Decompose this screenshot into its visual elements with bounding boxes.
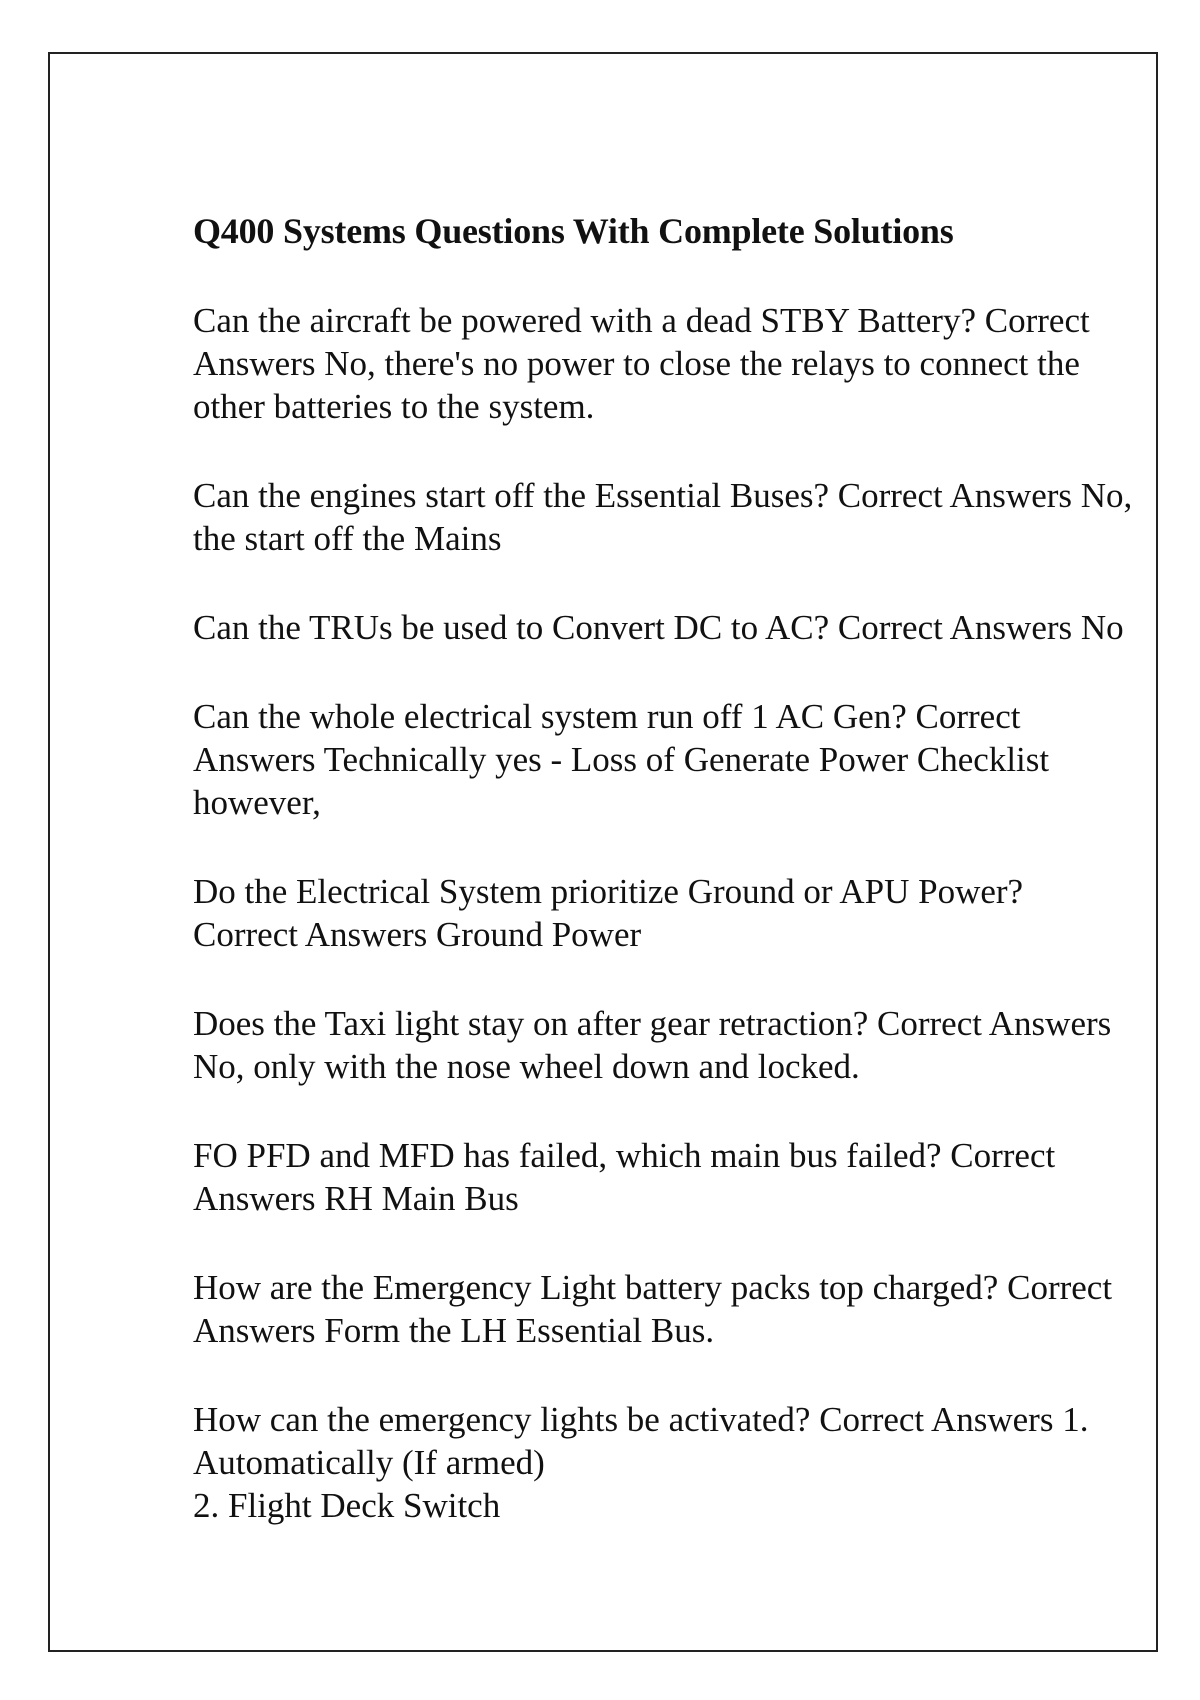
qa-item (193, 606, 1133, 649)
answer-label: Correct Answers (837, 608, 1073, 647)
answer-label: Correct Answers (819, 1400, 1054, 1439)
qa-item (193, 1266, 1133, 1352)
question-text: Can the TRUs be used to Convert DC to AC? (193, 608, 830, 647)
qa-item (193, 1134, 1133, 1220)
answer-text: Ground Power (436, 915, 642, 954)
answer-label: Correct Answers (193, 301, 1090, 383)
answer-text: No, the start off the Mains (193, 476, 1133, 558)
qa-item (193, 299, 1133, 428)
answer-text: Technically yes - Loss of Generate Power Checklist however, (193, 740, 1050, 822)
document-content (193, 209, 1133, 1573)
question-text: Can the whole electrical system run off 1 AC Gen? (193, 697, 907, 736)
answer-text: No (1080, 608, 1124, 647)
answer-text: 1. Automatically (If armed) 2. Flight Deck Switch (193, 1400, 1089, 1525)
qa-item (193, 695, 1133, 824)
question-text: How are the Emergency Light battery packs top charged? (193, 1268, 999, 1307)
answer-label: Correct Answers (193, 1268, 1113, 1350)
question-text: Does the Taxi light stay on after gear retraction? (193, 1004, 869, 1043)
answer-label: Correct Answers (837, 476, 1073, 515)
qa-item (193, 474, 1133, 560)
answer-label: Correct Answers (193, 915, 428, 954)
answer-label: Correct Answers (193, 1136, 1056, 1218)
question-text: FO PFD and MFD has failed, which main bus failed? (193, 1136, 942, 1175)
answer-text: RH Main Bus (324, 1179, 519, 1218)
qa-item (193, 1002, 1133, 1088)
question-text: Do the Electrical System prioritize Ground or APU Power? (193, 872, 1024, 911)
question-text: Can the aircraft be powered with a dead STBY Battery? (193, 301, 976, 340)
answer-label: Correct Answers (877, 1004, 1112, 1043)
answer-text: No, there's no power to close the relays to connect the other batteries to the system. (193, 344, 1080, 426)
answer-label: Correct Answers (193, 697, 1021, 779)
qa-item (193, 870, 1133, 956)
answer-text: Form the LH Essential Bus. (324, 1311, 715, 1350)
question-text: Can the engines start off the Essential Buses? (193, 476, 830, 515)
page-frame (48, 52, 1158, 1652)
answer-text: No, only with the nose wheel down and locked. (193, 1047, 860, 1086)
qa-item (193, 1398, 1133, 1527)
question-text: How can the emergency lights be activated? (193, 1400, 811, 1439)
document-title: Q400 Systems Questions With Complete Solutions (193, 211, 954, 251)
